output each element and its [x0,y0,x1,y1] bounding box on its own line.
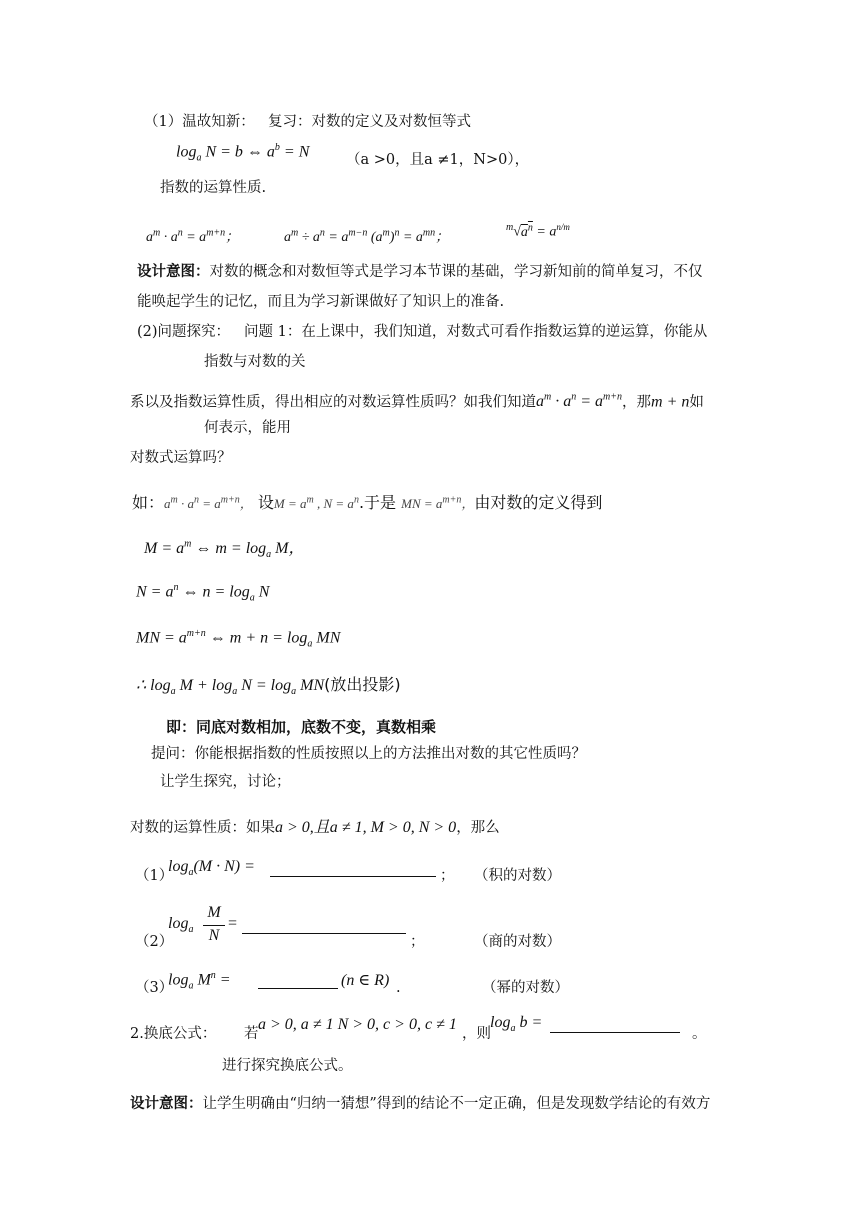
design-intent-2 [130,1094,710,1114]
derivation-step4: ∴ $\log_a M + \log_a N = \log_a MN$(放出投影) [136,675,401,698]
design-intent-label: 设计意图： [137,263,210,280]
change-base-ze: ，则 [462,1026,491,1042]
change-base-condition: a > 0, a ≠ 1 N > 0, c > 0, c ≠ 1 [258,1016,457,1033]
property-1-end: ； [440,868,455,884]
exp-props-label: 指数的运算性质. [160,180,267,196]
deriv-formula-3: MN = $a^{m+n}$， [401,494,475,511]
change-base-label: 2.换底公式： [130,1026,217,1042]
property-2-blank [242,919,406,934]
property-3-name: （幂的对数） [482,980,569,996]
section2-label: (2)问题探究： [137,324,231,340]
q1-formula: $a^m \cdot a^n = a^{m+n}$ [536,392,623,411]
intro-condition: a > 0,且a ≠ 1, M > 0, N > 0 [275,819,457,836]
derivation-step1: $M = a^m$ ⇔ $m = \log_a M$， [144,538,305,561]
properties-intro [130,818,500,838]
design-intent-1-line1 [137,262,703,282]
property-2-name: （商的对数） [474,934,561,950]
property-2-denominator: N [208,927,220,944]
projection-note: (放出投影) [324,675,401,694]
property-2-equals: = [228,915,238,932]
property-3-num: （3） [135,980,174,996]
derivation-intro [132,490,602,513]
property-1-blank [270,862,436,877]
question1-line3 [130,388,704,412]
question1-line1: 问题 1：在上课中，我们知道，对数式可看作指数运算的逆运算，你能从 [244,324,708,340]
yushi-text: .于是 [358,493,397,512]
she-text: 设 [257,493,274,512]
question1-line2: 指数与对数的关 [204,354,306,370]
property-3-blank [258,974,338,989]
question-prompt: 提问：你能根据指数的性质按照以上的方法推出对数的其它性质吗？ [151,746,586,762]
property-1-name: （积的对数） [474,868,561,884]
change-base-end: 。 [692,1026,707,1042]
q1-text-pre: 系以及指数运算性质，得出相应的对数运算性质吗？如我们知道 [130,394,536,411]
property-3-formula: $\log_a M^n$ = [168,970,231,992]
design-intent-2-label: 设计意图： [130,1095,203,1112]
q1-text-post: 如 [689,394,704,411]
change-base-formula: $\log_a b$ = [490,1014,543,1035]
property-1-num: （1） [135,868,174,884]
log-identity-formula: $\log_a N = b$ ⇔ $a^b = N$ [176,142,310,164]
property-3-end: . [396,980,401,996]
design-intent-2-text: 让学生明确由“归纳一猜想”得到的结论不一定正确，但是发现数学结论的有效方 [202,1096,711,1112]
exp-formula-2: $a^m \div a^n = a^{m-n}$ $(a^m)^n = a^{mn}$； [284,227,450,245]
derivation-step3: MN = $a^{m+n}$ ⇔ $m + n = \log_a$ MN [136,628,341,650]
identity-condition: （a >0，且a ≠1，N>0）， [346,152,530,168]
ru-text: 如： [132,493,165,512]
deriv-tail: 由对数的定义得到 [474,493,603,512]
property-1-formula: $\log_a(M \cdot N)$ = [168,858,255,879]
change-base-ruo: 若 [244,1026,259,1042]
design-intent-1-line2: 能唤起学生的记忆，而且为学习新课做好了知识上的准备. [137,294,505,310]
review-heading: 复习：对数的定义及对数恒等式 [268,114,471,130]
property-2-num: （2） [135,934,174,950]
change-base-explore: 进行探究换底公式。 [222,1058,353,1074]
property-2-log: $\log_a$ [168,915,194,936]
q1-formula-2: m + n [651,393,690,411]
change-base-blank [550,1018,680,1033]
intro-pre: 对数的运算性质：如果 [130,820,275,836]
exp-formula-1: $a^m \cdot a^n = a^{m+n}$； [146,227,240,245]
rule-statement: 即：同底对数相加，底数不变，真数相乘 [166,718,437,736]
design-intent-text: 对数的概念和对数恒等式是学习本节课的基础，学习新知前的简单复习，不仅 [209,264,703,280]
property-2-fraction-bar [203,925,225,926]
deriv-formula-1: $a^m \cdot a^n = a^{m+n}$， [164,494,253,511]
property-3-condition: (n ∈ R) [341,972,390,989]
property-2-end: ； [410,934,425,950]
question1-line5: 对数式运算吗？ [130,450,232,466]
derivation-step2: $N = a^n$ ⇔ $n = \log_a N$ [136,582,270,604]
question1-line4: 何表示，能用 [204,420,291,436]
intro-post: ，那么 [456,820,500,836]
q1-text-mid: ，那 [622,394,652,411]
section1-label: （1）温故知新： [144,114,255,130]
deriv-formula-2: $M = a^m$ , $N = a^n$ [273,494,359,511]
exp-formula-3: $^m√a^n = a^{n/m}$ [506,222,570,240]
property-2-numerator: M [207,904,221,921]
explore-instruction: 让学生探究，讨论； [160,774,291,790]
